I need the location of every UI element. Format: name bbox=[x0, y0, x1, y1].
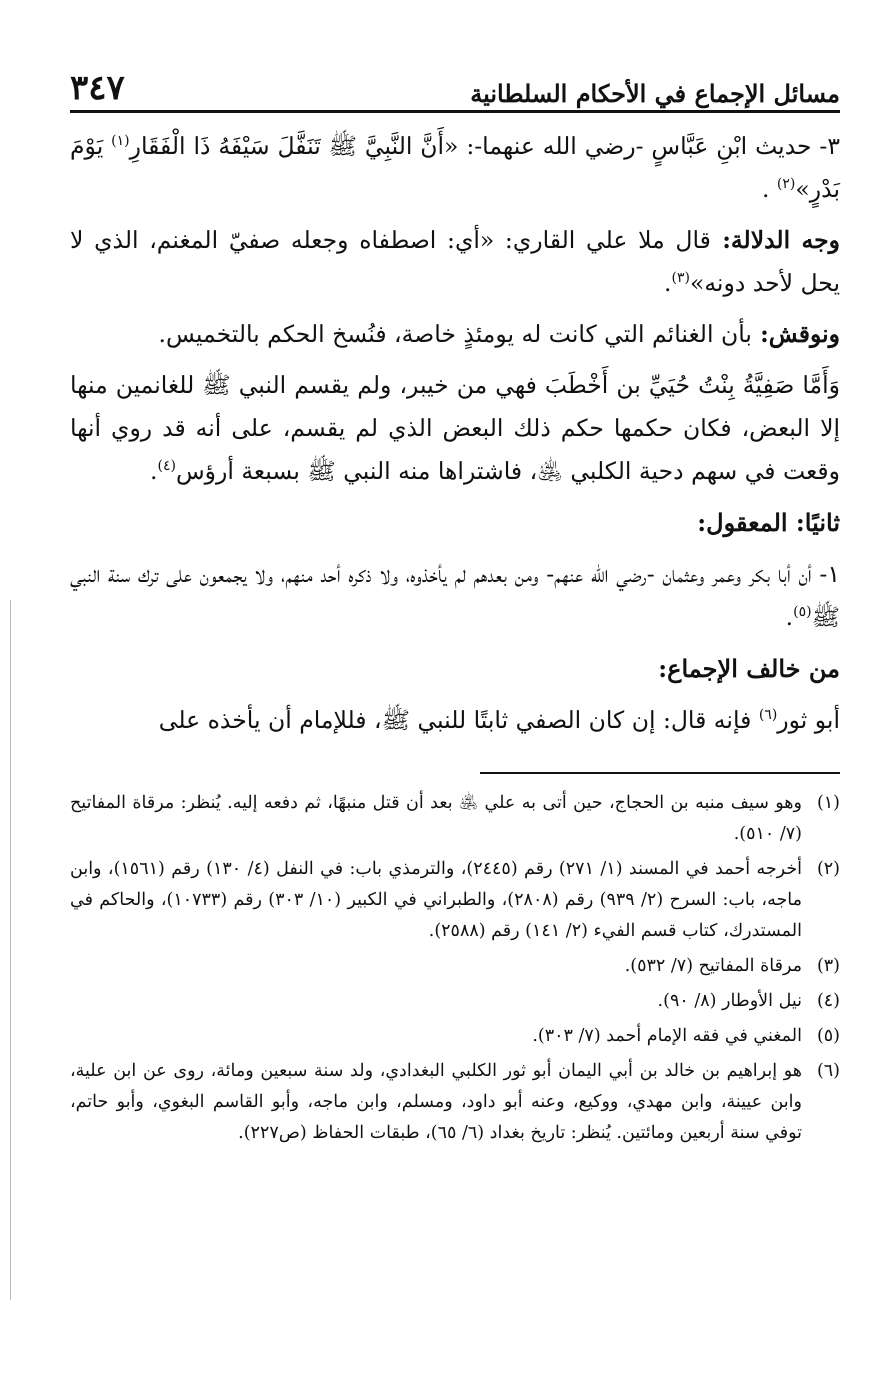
footnote-text: نيل الأوطار (٨/ ٩٠). bbox=[657, 991, 802, 1011]
paragraph-text: ٣- حديث ابْنِ عَبَّاسٍ -رضي الله عنهما-: «أَنَّ النَّبِيَّ ﷺ تَنَفَّلَ سَيْفَهُ ذَا الْفَقَارِ bbox=[129, 132, 841, 160]
paragraph-hadith bbox=[70, 125, 840, 211]
paragraph-dissent bbox=[70, 699, 840, 742]
footnote-number: (١) bbox=[816, 793, 840, 813]
paragraph-indication bbox=[70, 219, 840, 305]
book-page bbox=[70, 60, 840, 1153]
paragraph-text: أبو ثور bbox=[777, 706, 840, 734]
paragraph-text: وَأَمَّا صَفِيَّةُ بِنْتُ حُيَيِّ بن أَخْطَبَ فهي من خيبر، ولم يقسم النبي ﷺ للغانمين منها إلا البعض، فكان حكمها حكم ذلك البعض الذي لم يقسم، على أنه قد روي أنها وقعت في سهم دحية الكلبي ﵁، فاشتراها منه النبي ﷺ بسبعة أرؤس bbox=[70, 371, 840, 485]
footnote-ref: (٤) bbox=[157, 458, 176, 475]
footnote-number: (٣) bbox=[816, 956, 840, 976]
paragraph-text: ١- أن أبا بكر وعمر وعثمان -رضي الله عنهم- ومن بعدهم لم يأخذوه، ولا ذكره أحد منهم، ولا يجمعون على ترك سنة النبي ﷺ bbox=[70, 560, 840, 631]
footnote-ref: (٢) bbox=[776, 176, 796, 193]
paragraph-text: يَوْمَ بَدْرٍ» bbox=[70, 132, 840, 203]
footnote bbox=[70, 1021, 840, 1052]
footnote bbox=[70, 788, 840, 850]
paragraph-safiyya bbox=[70, 364, 840, 493]
page-header bbox=[70, 60, 840, 113]
footnote bbox=[70, 986, 840, 1017]
paragraph-lead: ونوقش: bbox=[751, 320, 840, 348]
paragraph-reasoning bbox=[70, 553, 840, 639]
footnote-number: (٢) bbox=[816, 859, 840, 879]
margin-line bbox=[10, 600, 11, 1300]
footnote-number: (٥) bbox=[816, 1026, 840, 1046]
running-title: مسائل الإجماع في الأحكام السلطانية bbox=[470, 79, 840, 108]
footnote-text: مرقاة المفاتيح (٧/ ٥٣٢). bbox=[624, 956, 802, 976]
footnote-ref: (٦) bbox=[758, 707, 778, 724]
footnote-ref: (١) bbox=[111, 133, 130, 150]
page-number: ٣٤٧ bbox=[70, 68, 125, 108]
footnote-text: هو إبراهيم بن خالد بن أبي اليمان أبو ثور الكلبي البغدادي، ولد سنة سبعين ومائة، روى عن ابن علية، وابن عيينة، وابن مهدي، ووكيع، وعنه أبو داود، ومسلم، وابن ماجه، وأبو القاسم البغوي، وأبو حاتم، توفي سنة أربعين ومائتين. يُنظر: تاريخ بغداد (٦/ ٦٥)، طبقات الحفاظ (ص٢٢٧). bbox=[70, 1061, 802, 1143]
section-heading: من خالف الإجماع: bbox=[658, 654, 840, 683]
footnote-ref: (٥) bbox=[793, 604, 812, 621]
paragraph-text: قال ملا علي القاري: «أي: اصطفاه وجعله صفيّ المغنم، الذي لا يحل لأحد دونه» bbox=[70, 226, 840, 297]
page-body bbox=[70, 125, 840, 742]
paragraph-text: . bbox=[761, 175, 777, 203]
footnote bbox=[70, 1056, 840, 1149]
paragraph-objection bbox=[70, 313, 840, 356]
footnote-number: (٦) bbox=[816, 1061, 840, 1081]
paragraph-lead: وجه الدلالة: bbox=[710, 226, 840, 254]
paragraph-text: فإنه قال: إن كان الصفي ثابتًا للنبي ﷺ، فللإمام أن يأخذه على bbox=[158, 706, 759, 734]
footnote bbox=[70, 951, 840, 982]
footnote-ref: (٣) bbox=[671, 270, 690, 287]
section-heading: ثانيًا: المعقول: bbox=[697, 508, 840, 537]
footnote-text: أخرجه أحمد في المسند (١/ ٢٧١) رقم (٢٤٤٥)، والترمذي باب: في النفل (٤/ ١٣٠) رقم (١٥٦١)، وابن ماجه، باب: السرح (٢/ ٩٣٩) رقم (٢٨٠٨)، والطبراني في الكبير (١٠/ ٣٠٣) رقم (١٠٧٣٣)، والحاكم في المستدرك، كتاب قسم الفيء (٢/ ١٤١) رقم (٢٥٨٨). bbox=[70, 859, 803, 941]
footnote-text: المغني في فقه الإمام أحمد (٧/ ٣٠٣). bbox=[532, 1026, 802, 1046]
footnote-separator bbox=[480, 772, 840, 774]
paragraph-text: . bbox=[785, 603, 794, 631]
paragraph-text: بأن الغنائم التي كانت له يومئذٍ خاصة، فنُسخ الحكم بالتخميس. bbox=[158, 320, 752, 348]
paragraph-text: . bbox=[150, 457, 158, 485]
footnote-text: وهو سيف منبه بن الحجاج، حين أتى به علي ﵁ بعد أن قتل منبهًا، ثم دفعه إليه. يُنظر: مرقاة المفاتيح (٧/ ٥١٠). bbox=[70, 793, 802, 844]
footnotes bbox=[70, 788, 840, 1149]
footnote bbox=[70, 854, 840, 947]
paragraph-text: . bbox=[664, 269, 672, 297]
footnote-number: (٤) bbox=[816, 991, 840, 1011]
